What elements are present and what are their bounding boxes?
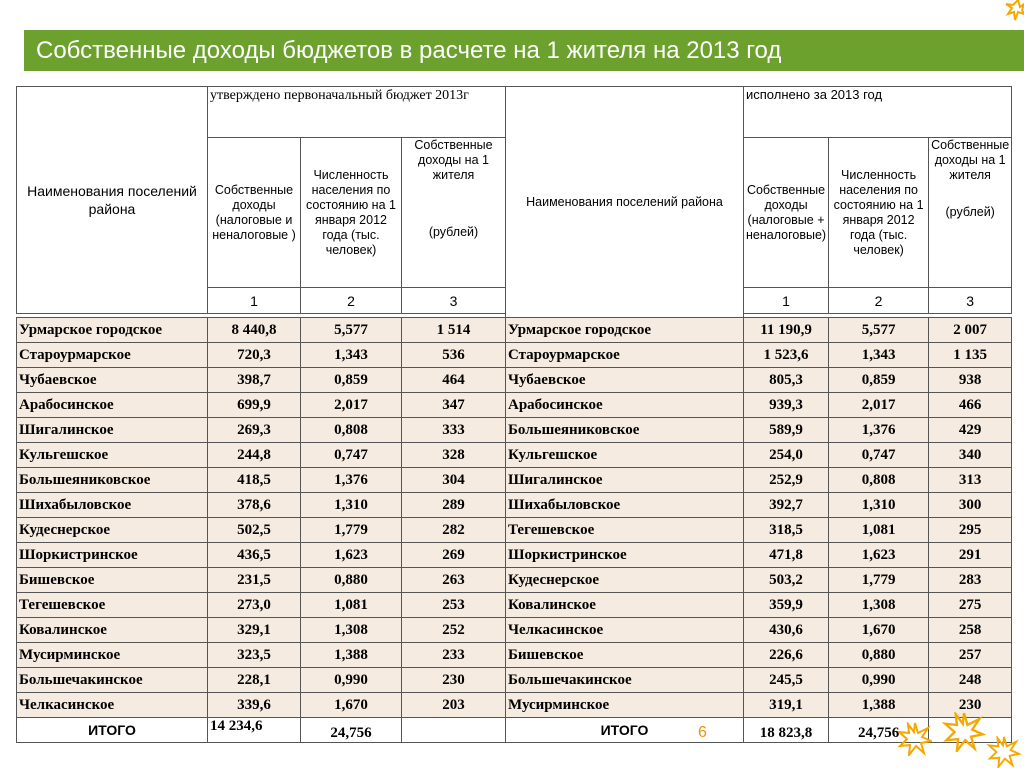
- header-approved: утверждено первоначальный бюджет 2013г: [208, 87, 506, 138]
- table-row: [17, 368, 1012, 393]
- starburst-icon: [942, 712, 986, 752]
- right-per-capita: 248: [929, 668, 1012, 693]
- left-population: 0,859: [301, 368, 402, 393]
- left-income: 273,0: [208, 593, 301, 618]
- col-number: 2: [829, 288, 929, 314]
- header-left-name: Наименования поселений района: [17, 87, 208, 314]
- table-row: [17, 568, 1012, 593]
- left-income: 418,5: [208, 468, 301, 493]
- left-income: 8 440,8: [208, 318, 301, 343]
- right-settlement-name: Ковалинское: [506, 593, 744, 618]
- right-per-capita: 340: [929, 443, 1012, 468]
- right-settlement-name: Бишевское: [506, 643, 744, 668]
- right-total-income: 18 823,8: [744, 718, 829, 743]
- empty-cell: [402, 718, 506, 743]
- right-income: 805,3: [744, 368, 829, 393]
- left-population: 1,779: [301, 518, 402, 543]
- right-population: 0,880: [829, 643, 929, 668]
- right-settlement-name: Чубаевское: [506, 368, 744, 393]
- left-income: 699,9: [208, 393, 301, 418]
- right-income: 503,2: [744, 568, 829, 593]
- slide-title: Собственные доходы бюджетов в расчете на 1 жителя на 2013 год: [24, 30, 1024, 71]
- right-per-capita: 938: [929, 368, 1012, 393]
- right-income: 319,1: [744, 693, 829, 718]
- header-r-income: Собственные доходы (налоговые + неналоговые): [744, 138, 829, 288]
- left-total-label: ИТОГО: [17, 718, 208, 743]
- left-per-capita: 203: [402, 693, 506, 718]
- header-l-per-capita-unit: (рублей): [428, 225, 479, 239]
- header-right-name: Наименования поселений района: [506, 87, 744, 318]
- right-per-capita: 258: [929, 618, 1012, 643]
- left-population: 0,808: [301, 418, 402, 443]
- left-per-capita: 1 514: [402, 318, 506, 343]
- right-income: 392,7: [744, 493, 829, 518]
- header-l-income: Собственные доходы (налоговые и неналоговые ): [208, 138, 301, 288]
- right-settlement-name: Арабосинское: [506, 393, 744, 418]
- right-income: 254,0: [744, 443, 829, 468]
- right-income: 359,9: [744, 593, 829, 618]
- starburst-icon: [1004, 0, 1024, 22]
- left-per-capita: 230: [402, 668, 506, 693]
- right-income: 245,5: [744, 668, 829, 693]
- table-row: [17, 668, 1012, 693]
- left-settlement-name: Большечакинское: [17, 668, 208, 693]
- table-row: [17, 343, 1012, 368]
- col-number: 3: [402, 288, 506, 314]
- right-income: 589,9: [744, 418, 829, 443]
- table-row: [17, 493, 1012, 518]
- left-settlement-name: Кудеснерское: [17, 518, 208, 543]
- right-income: 226,6: [744, 643, 829, 668]
- total-row: [17, 718, 1012, 743]
- header-r-population: Численность населения по состоянию на 1 января 2012 года (тыс. человек): [829, 138, 929, 288]
- left-total-population: 24,756: [301, 718, 402, 743]
- left-income: 339,6: [208, 693, 301, 718]
- left-income: 436,5: [208, 543, 301, 568]
- right-income: 318,5: [744, 518, 829, 543]
- table-row: [17, 318, 1012, 343]
- left-settlement-name: Большеяниковское: [17, 468, 208, 493]
- right-settlement-name: Урмарское городское: [506, 318, 744, 343]
- right-population: 0,859: [829, 368, 929, 393]
- right-per-capita: 275: [929, 593, 1012, 618]
- left-income: 329,1: [208, 618, 301, 643]
- slide-number: 6: [698, 724, 707, 741]
- header-r-per-capita-unit: (рублей): [945, 205, 995, 219]
- table-row: [17, 468, 1012, 493]
- right-population: 5,577: [829, 318, 929, 343]
- col-number: 3: [929, 288, 1012, 314]
- right-settlement-name: Староурмарское: [506, 343, 744, 368]
- right-per-capita: 295: [929, 518, 1012, 543]
- col-number: 1: [208, 288, 301, 314]
- left-population: 1,670: [301, 693, 402, 718]
- left-income: 398,7: [208, 368, 301, 393]
- right-population: 1,388: [829, 693, 929, 718]
- right-population: 1,081: [829, 518, 929, 543]
- left-population: 1,310: [301, 493, 402, 518]
- table-row: [17, 418, 1012, 443]
- left-settlement-name: Чубаевское: [17, 368, 208, 393]
- right-settlement-name: Кульгешское: [506, 443, 744, 468]
- left-total-income: 14 234,6: [208, 718, 301, 743]
- left-settlement-name: Арабосинское: [17, 393, 208, 418]
- table-row: [17, 643, 1012, 668]
- left-population: 0,990: [301, 668, 402, 693]
- left-income: 244,8: [208, 443, 301, 468]
- right-settlement-name: Мусирминское: [506, 693, 744, 718]
- right-population: 1,308: [829, 593, 929, 618]
- left-population: 0,747: [301, 443, 402, 468]
- left-per-capita: 304: [402, 468, 506, 493]
- left-population: 1,081: [301, 593, 402, 618]
- table-row: [17, 443, 1012, 468]
- right-total-label: ИТОГО: [506, 718, 744, 743]
- left-income: 323,5: [208, 643, 301, 668]
- right-population: 1,623: [829, 543, 929, 568]
- right-per-capita: 2 007: [929, 318, 1012, 343]
- left-population: 1,343: [301, 343, 402, 368]
- left-settlement-name: Шихабыловское: [17, 493, 208, 518]
- left-per-capita: 328: [402, 443, 506, 468]
- right-settlement-name: Тегешевское: [506, 518, 744, 543]
- right-settlement-name: Шигалинское: [506, 468, 744, 493]
- budget-table: [16, 86, 1012, 743]
- left-settlement-name: Мусирминское: [17, 643, 208, 668]
- left-population: 5,577: [301, 318, 402, 343]
- right-income: 430,6: [744, 618, 829, 643]
- right-per-capita: 1 135: [929, 343, 1012, 368]
- left-per-capita: 263: [402, 568, 506, 593]
- left-per-capita: 253: [402, 593, 506, 618]
- left-settlement-name: Бишевское: [17, 568, 208, 593]
- left-settlement-name: Шигалинское: [17, 418, 208, 443]
- right-population: 0,808: [829, 468, 929, 493]
- right-population: 1,376: [829, 418, 929, 443]
- left-settlement-name: Шоркистринское: [17, 543, 208, 568]
- left-settlement-name: Урмарское городское: [17, 318, 208, 343]
- left-income: 502,5: [208, 518, 301, 543]
- right-population: 0,990: [829, 668, 929, 693]
- right-population: 1,779: [829, 568, 929, 593]
- header-l-population: Численность населения по состоянию на 1 января 2012 года (тыс. человек): [301, 138, 402, 288]
- starburst-icon: [986, 736, 1022, 768]
- left-population: 1,376: [301, 468, 402, 493]
- header-l-per-capita-label: Собственные доходы на 1 жителя: [414, 138, 493, 182]
- left-population: 1,308: [301, 618, 402, 643]
- right-per-capita: 257: [929, 643, 1012, 668]
- left-population: 2,017: [301, 393, 402, 418]
- left-income: 231,5: [208, 568, 301, 593]
- header-r-per-capita-label: Собственные доходы на 1 жителя: [931, 138, 1010, 182]
- right-total-population: 24,756: [829, 718, 929, 743]
- right-income: 471,8: [744, 543, 829, 568]
- left-per-capita: 252: [402, 618, 506, 643]
- left-per-capita: 269: [402, 543, 506, 568]
- left-income: 228,1: [208, 668, 301, 693]
- left-population: 1,388: [301, 643, 402, 668]
- left-settlement-name: Челкасинское: [17, 693, 208, 718]
- right-settlement-name: Большечакинское: [506, 668, 744, 693]
- right-settlement-name: Большеяниковское: [506, 418, 744, 443]
- right-income: 1 523,6: [744, 343, 829, 368]
- left-settlement-name: Тегешевское: [17, 593, 208, 618]
- table-row: [17, 593, 1012, 618]
- right-income: 939,3: [744, 393, 829, 418]
- right-per-capita: 283: [929, 568, 1012, 593]
- table-row: [17, 618, 1012, 643]
- right-per-capita: 313: [929, 468, 1012, 493]
- left-population: 0,880: [301, 568, 402, 593]
- col-number: 2: [301, 288, 402, 314]
- left-settlement-name: Кульгешское: [17, 443, 208, 468]
- left-per-capita: 289: [402, 493, 506, 518]
- right-per-capita: 230: [929, 693, 1012, 718]
- left-per-capita: 282: [402, 518, 506, 543]
- header-r-per-capita: [929, 138, 1012, 288]
- right-settlement-name: Кудеснерское: [506, 568, 744, 593]
- left-income: 720,3: [208, 343, 301, 368]
- header-l-per-capita: [402, 138, 506, 288]
- right-population: 0,747: [829, 443, 929, 468]
- right-settlement-name: Челкасинское: [506, 618, 744, 643]
- left-settlement-name: Ковалинское: [17, 618, 208, 643]
- starburst-icon: [898, 722, 932, 756]
- table-row: [17, 543, 1012, 568]
- right-per-capita: 429: [929, 418, 1012, 443]
- right-population: 1,310: [829, 493, 929, 518]
- left-income: 378,6: [208, 493, 301, 518]
- left-per-capita: 347: [402, 393, 506, 418]
- table-row: [17, 693, 1012, 718]
- right-per-capita: 300: [929, 493, 1012, 518]
- right-population: 1,670: [829, 618, 929, 643]
- left-settlement-name: Староурмарское: [17, 343, 208, 368]
- right-population: 1,343: [829, 343, 929, 368]
- right-population: 2,017: [829, 393, 929, 418]
- right-settlement-name: Шоркистринское: [506, 543, 744, 568]
- left-per-capita: 464: [402, 368, 506, 393]
- right-income: 11 190,9: [744, 318, 829, 343]
- left-population: 1,623: [301, 543, 402, 568]
- header-executed: исполнено за 2013 год: [744, 87, 1012, 138]
- left-income: 269,3: [208, 418, 301, 443]
- left-per-capita: 536: [402, 343, 506, 368]
- table-row: [17, 518, 1012, 543]
- left-per-capita: 233: [402, 643, 506, 668]
- table-row: [17, 393, 1012, 418]
- right-per-capita: 466: [929, 393, 1012, 418]
- right-per-capita: 291: [929, 543, 1012, 568]
- col-number: 1: [744, 288, 829, 314]
- right-settlement-name: Шихабыловское: [506, 493, 744, 518]
- right-income: 252,9: [744, 468, 829, 493]
- left-per-capita: 333: [402, 418, 506, 443]
